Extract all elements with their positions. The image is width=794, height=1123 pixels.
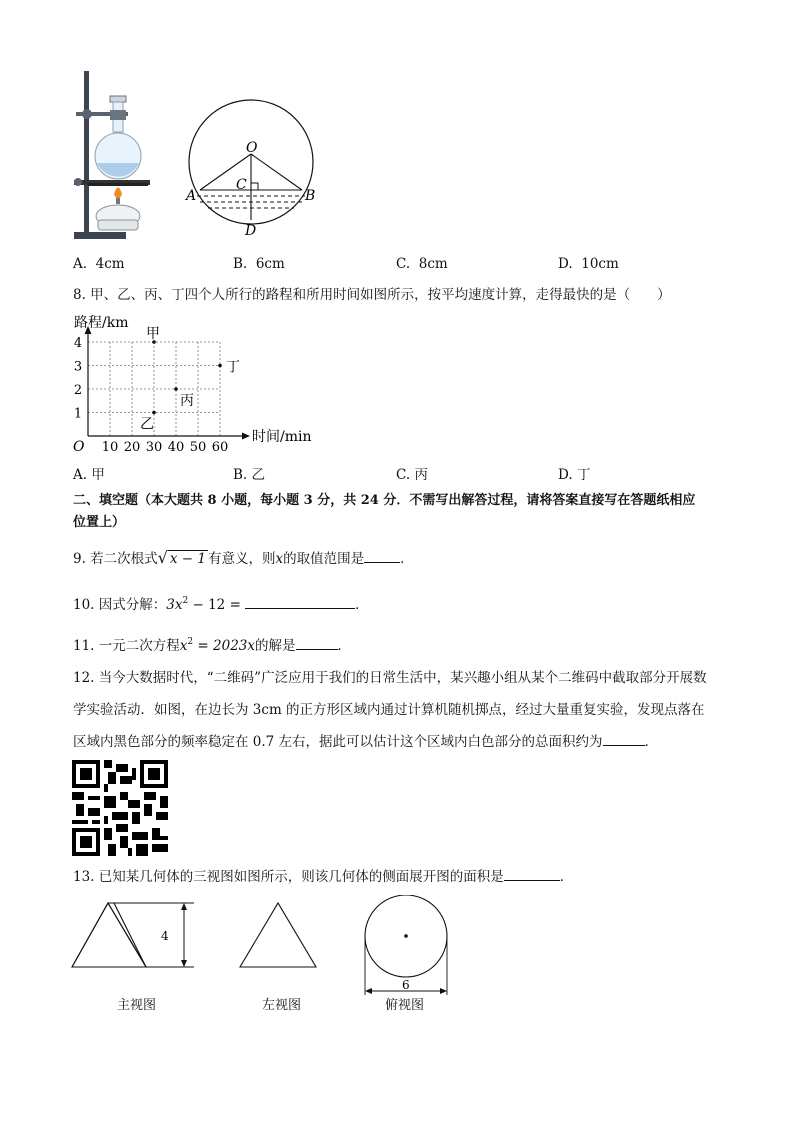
q8-option-d[interactable]: D. 丁 — [558, 467, 591, 483]
stand-rod — [84, 71, 89, 234]
caption-left-view: 左视图 — [262, 998, 302, 1013]
caption-top-view: 俯视图 — [385, 998, 425, 1013]
section2-heading-line2: 位置上） — [73, 515, 126, 530]
x-tick-label: 40 — [167, 440, 185, 454]
q7-option-c[interactable]: C. 8cm — [396, 256, 448, 272]
data-point-label: 乙 — [140, 416, 154, 433]
q9-radicand: x − 1 — [169, 551, 206, 567]
label-c: C — [236, 177, 247, 193]
y-tick-label: 3 — [73, 359, 83, 375]
x-axis-label: 时间/min — [252, 429, 312, 445]
x-axis-arrow — [242, 433, 250, 440]
x-tick-label: 50 — [189, 440, 207, 454]
three-views-figure — [64, 895, 464, 1001]
q12-line2: 学实验活动．如图，在边长为 3cm 的正方形区域内通过计算机随机掷点，经过大量重复实验，发现点落在 — [73, 702, 705, 718]
q7-option-d[interactable]: D. 10cm — [558, 256, 619, 272]
origin-label: O — [73, 439, 85, 454]
q9-question: 9. 若二次根式√ x − 1 有意义，则x的取值范围是 ． — [73, 548, 414, 567]
front-view-triangle-left — [72, 903, 146, 967]
data-point — [152, 411, 156, 415]
q11-answer-blank[interactable] — [296, 635, 338, 650]
sqrt-symbol: √ — [157, 548, 168, 567]
q8-option-a[interactable]: A. 甲 — [73, 467, 105, 483]
section2-heading-line1: 二、填空题（本大题共 8 小题，每小题 3 分，共 24 分．不需写出解答过程，请将答案直接写在答题纸相应 — [73, 493, 696, 508]
height-label: 4 — [161, 929, 169, 943]
q12-answer-blank[interactable] — [603, 731, 645, 746]
left-view-triangle — [240, 903, 316, 967]
x-tick-label: 30 — [145, 440, 163, 454]
q12-line1: 12. 当今大数据时代，“二维码”广泛应用于我们的日常生活中，某兴趣小组从某个二维码中截取部分开展数 — [73, 670, 707, 686]
q12-line3: 区域内黑色部分的频率稳定在 0.7 左右，据此可以估计这个区域内白色部分的总面积约为 ． — [73, 731, 658, 752]
y-tick-label: 2 — [73, 383, 83, 398]
q9-answer-blank[interactable] — [364, 548, 400, 563]
data-point — [174, 387, 178, 391]
data-point-label: 甲 — [146, 326, 160, 342]
label-a: A — [186, 188, 197, 204]
data-point-label: 丙 — [180, 393, 194, 409]
q8-question: 8. 甲、乙、丙、丁四个人所行的路程和所用时间如图所示，按平均速度计算，走得最快的是（ ） — [73, 287, 671, 303]
q10-question: 10. 因式分解：$3x^2 - 12$ = ． — [73, 596, 369, 613]
caption-front-view: 主视图 — [117, 998, 157, 1013]
qr-code-image — [72, 760, 168, 856]
label-o: O — [246, 140, 258, 156]
width-label: 6 — [402, 978, 410, 992]
q13-answer-blank[interactable] — [504, 866, 560, 881]
y-axis-label: 路程/km — [74, 315, 129, 331]
q8-option-c[interactable]: C. 丙 — [396, 467, 428, 483]
label-d: D — [245, 223, 257, 238]
x-tick-label: 20 — [123, 440, 141, 454]
q13-question: 13. 已知某几何体的三视图如图所示，则该几何体的侧面展开图的面积是 ． — [73, 866, 573, 887]
label-b: B — [305, 188, 316, 204]
stand-base — [74, 232, 126, 239]
q10-answer-blank[interactable] — [245, 594, 355, 609]
x-tick-label: 10 — [101, 440, 119, 454]
data-point-label: 丁 — [226, 359, 240, 376]
y-tick-label: 1 — [73, 406, 83, 422]
q11-question: 11. 一元二次方程$x^2 = 2023x$的解是 ． — [73, 637, 351, 654]
data-point — [218, 364, 222, 368]
q7-option-a[interactable]: A. 4cm — [73, 256, 125, 272]
q7-option-b[interactable]: B. 6cm — [233, 256, 285, 272]
lab-apparatus-illustration — [70, 68, 160, 242]
q8-chart — [70, 312, 340, 454]
circle-diagram — [184, 92, 320, 238]
y-tick-label: 4 — [73, 336, 83, 351]
q8-option-b[interactable]: B. 乙 — [233, 467, 266, 483]
x-tick-label: 60 — [211, 440, 229, 454]
